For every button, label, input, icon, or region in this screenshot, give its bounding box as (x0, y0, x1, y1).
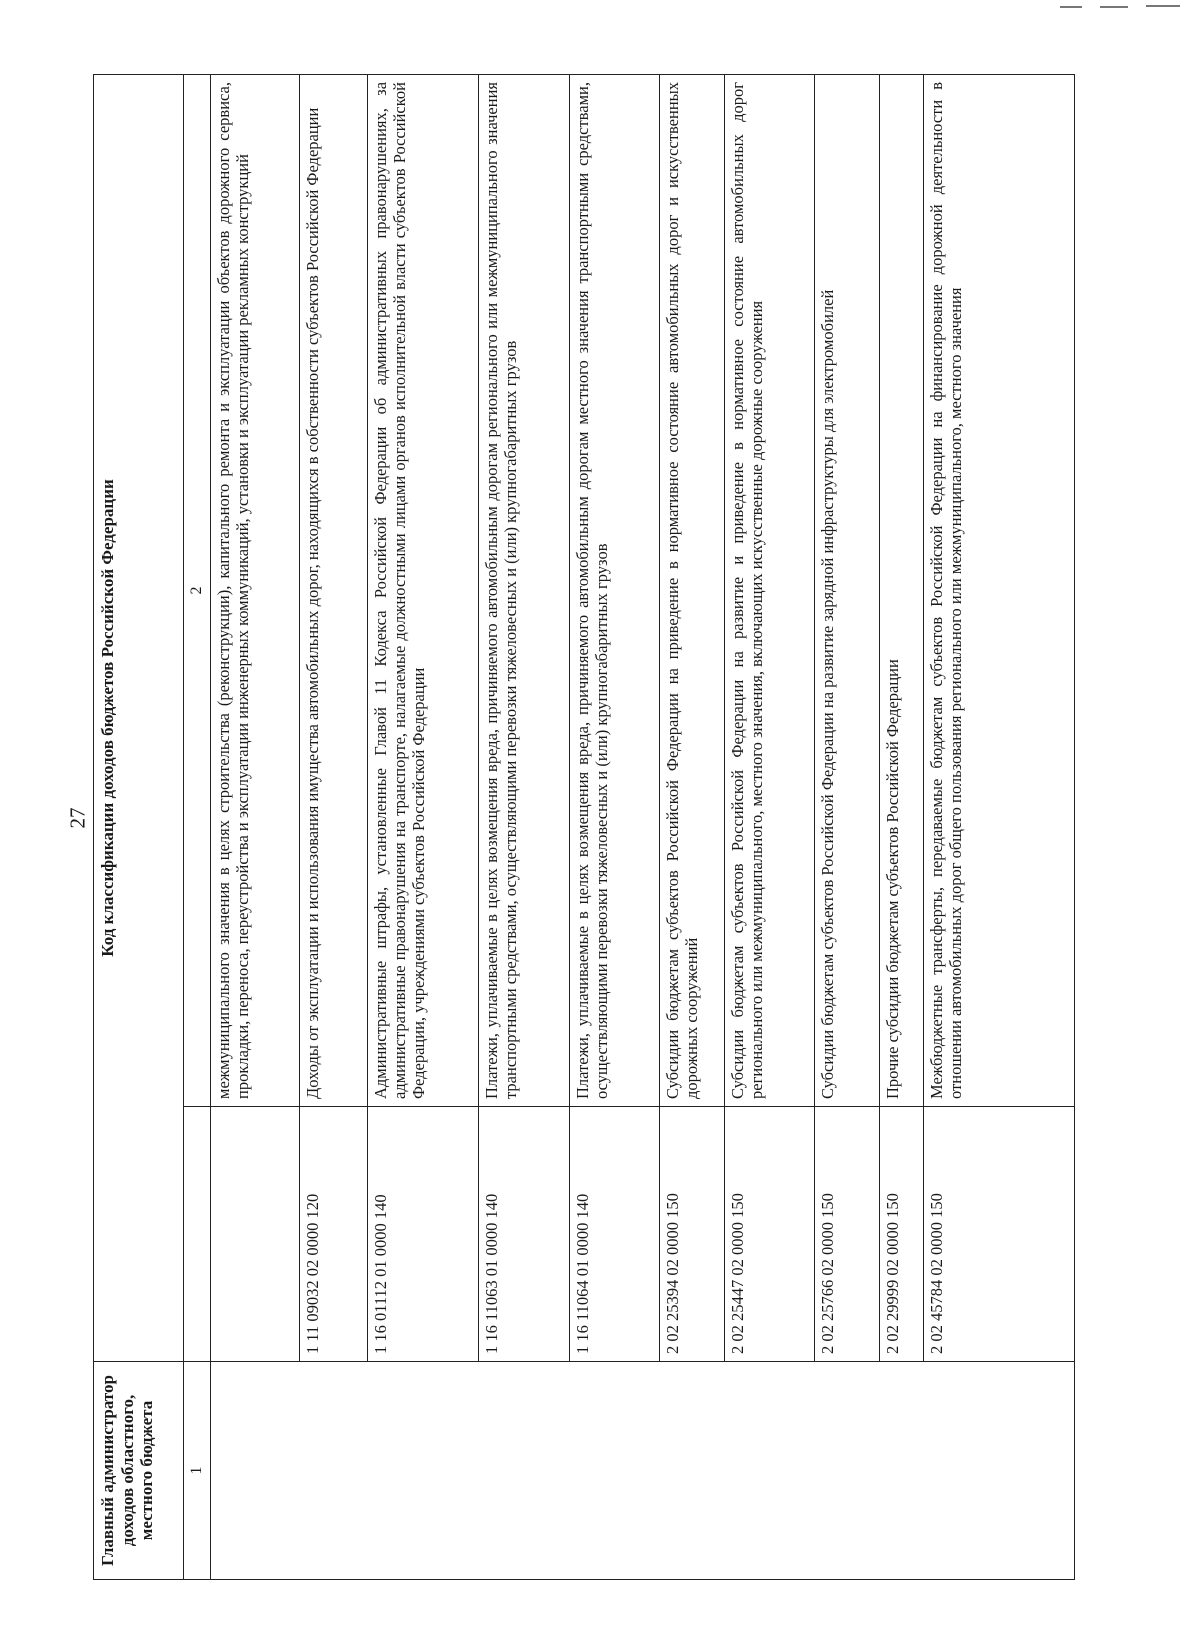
table-row (211, 74, 300, 1579)
row-code: 1 16 01112 01 0000 140 (368, 1107, 479, 1362)
document-page-rotated (93, 75, 1075, 1580)
table-row (368, 74, 479, 1579)
scan-artifact (1100, 6, 1128, 8)
row-code: 1 11 09032 02 0000 120 (300, 1107, 368, 1362)
row-code (211, 1107, 300, 1362)
column-number-1: 1 (184, 1362, 211, 1580)
page-number: 27 (65, 807, 90, 829)
scan-artifact (1146, 5, 1180, 7)
row-code: 2 02 45784 02 0000 150 (924, 1107, 1075, 1362)
row-name: Платежи, уплачиваемые в целях возмещения вреда, причиняемого автомобильным дорогам местного значения транспортными средствами, осуществляющими перевозки тяжеловесных и (или) крупногабаритных грузов (570, 74, 660, 1106)
row-code: 2 02 25766 02 0000 150 (815, 1107, 880, 1362)
row-code: 2 02 29999 02 0000 150 (880, 1107, 924, 1362)
row-name: Межбюджетные трансферты, передаваемые бюджетам субъектов Российской Федерации на финансирование дорожной деятельности в отношении автомобильных дорог общего пользования регионального или межмуниципального, местного значения (924, 74, 1075, 1106)
row-name: Прочие субсидии бюджетам субъектов Российской Федерации (880, 74, 924, 1106)
table-row (880, 74, 924, 1579)
table-row (479, 74, 570, 1579)
scan-artifact (1060, 6, 1082, 8)
row-name: Платежи, уплачиваемые в целях возмещения вреда, причиняемого автомобильным дорогам регионального или межмуниципального значения транспортными средствами, осуществляющими перевозки тяжеловесных и (или) крупногабаритных грузов (479, 74, 570, 1106)
table-row (725, 74, 815, 1579)
column-number-empty (184, 1107, 211, 1362)
row-code: 2 02 25394 02 0000 150 (660, 1107, 725, 1362)
table-row (570, 74, 660, 1579)
row-name: Административные штрафы, установленные Главой 11 Кодекса Российской Федерации об административных правонарушениях, за административные правонарушения на транспорте, налагаемые должностными лицами органов исполнительной власти субъектов Российской Федерации, учреждениями субъектов Российской Федерации (368, 74, 479, 1106)
row-name: Субсидии бюджетам субъектов Российской Федерации на приведение в нормативное состояние автомобильных дорог и искусственных дорожных сооружений (660, 74, 725, 1106)
revenue-classification-table (93, 74, 1075, 1580)
column-number-row (184, 74, 211, 1579)
row-code: 2 02 25447 02 0000 150 (725, 1107, 815, 1362)
row-code: 1 16 11063 01 0000 140 (479, 1107, 570, 1362)
table-row (300, 74, 368, 1579)
table-row (815, 74, 880, 1579)
header-classification-code: Код классификации доходов бюджетов Российской Федерации (94, 74, 184, 1361)
row-name: Субсидии бюджетам субъектов Российской Федерации на развитие и приведение в нормативное состояние автомобильных дорог регионального или межмуниципального, местного значения, включающих искусственные дорожные сооружения (725, 74, 815, 1106)
table-header-row (94, 74, 184, 1579)
column-number-2: 2 (184, 74, 211, 1106)
table-row (924, 74, 1075, 1579)
header-administrator: Главный администратор доходов областного, местного бюджета (94, 1362, 184, 1580)
row-name: межмуниципального значения в целях строительства (реконструкции), капитального ремонта и эксплуатации объектов дорожного сервиса, прокладки, переноса, переустройства и эксплуатации инженерных коммуникаций, установки и эксплуатации рекламных конструкций (211, 74, 300, 1106)
row-name: Субсидии бюджетам субъектов Российской Федерации на развитие зарядной инфраструктуры для электромобилей (815, 74, 880, 1106)
table-row (660, 74, 725, 1579)
row-code: 1 16 11064 01 0000 140 (570, 1107, 660, 1362)
administrator-cell (211, 1362, 1075, 1580)
row-name: Доходы от эксплуатации и использования имущества автомобильных дорог, находящихся в собственности субъектов Российской Федерации (300, 74, 368, 1106)
